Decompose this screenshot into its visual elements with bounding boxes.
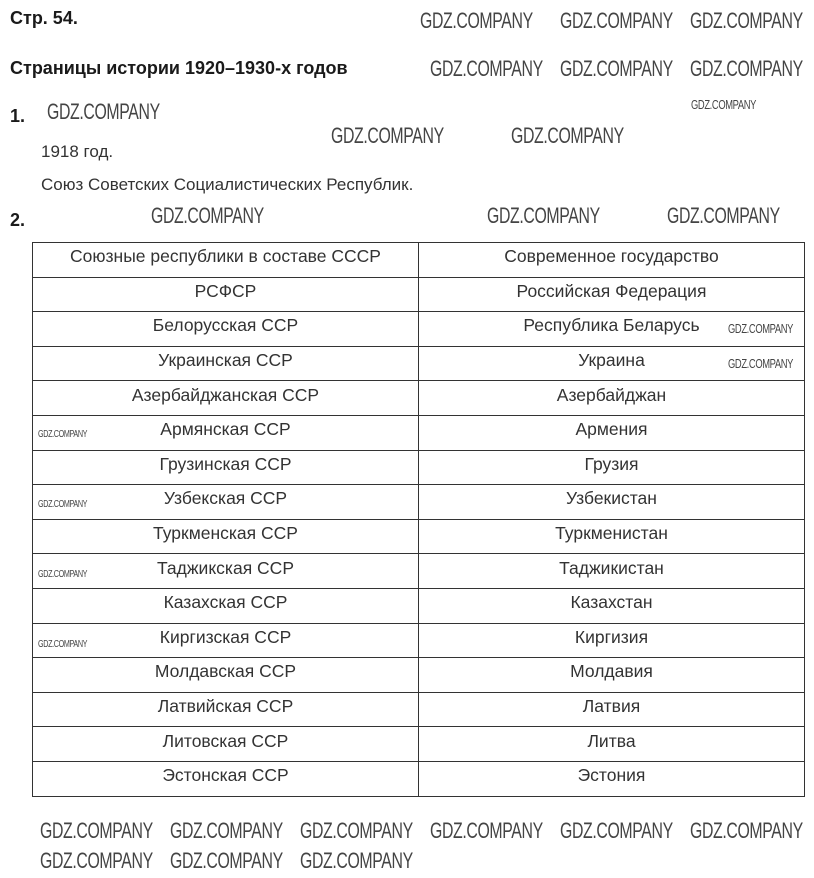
watermark: GDZ.COMPANY: [690, 8, 803, 33]
watermark: GDZ.COMPANY: [300, 818, 413, 843]
table-row: [33, 658, 805, 693]
table-row: [33, 277, 805, 312]
table-header-row: [33, 243, 805, 278]
table-row: [33, 450, 805, 485]
watermark: GDZ.COMPANY: [38, 639, 88, 650]
page-number: Стр. 54.: [10, 8, 78, 28]
republics-table: [32, 242, 805, 797]
modern-state-cell: Молдавия: [419, 658, 805, 693]
watermark: GDZ.COMPANY: [690, 56, 803, 81]
soviet-republic-cell: Украинская ССР: [33, 346, 419, 381]
soviet-republic-cell: Казахская ССР: [33, 588, 419, 623]
watermark: GDZ.COMPANY: [38, 499, 88, 510]
task-1-number: 1.: [10, 106, 26, 126]
modern-state-cell: Туркменистан: [419, 519, 805, 554]
modern-state-cell: Киргизия: [419, 623, 805, 658]
soviet-republic-cell: Таджикская ССР: [33, 554, 419, 589]
watermark: GDZ.COMPANY: [728, 356, 794, 371]
modern-state-cell: Грузия: [419, 450, 805, 485]
watermark: GDZ.COMPANY: [40, 818, 153, 843]
watermark: GDZ.COMPANY: [300, 848, 413, 873]
task-2-number: 2.: [10, 210, 26, 230]
table-row: [33, 761, 805, 796]
soviet-republic-cell: Узбекская ССР: [33, 485, 419, 520]
soviet-republic-cell: Армянская ССР: [33, 415, 419, 450]
table-row: [33, 554, 805, 589]
table-row: [33, 485, 805, 520]
watermark: GDZ.COMPANY: [560, 818, 673, 843]
watermark: GDZ.COMPANY: [38, 569, 88, 580]
watermark: GDZ.COMPANY: [691, 97, 757, 112]
table-row: [33, 623, 805, 658]
modern-state-cell: Республика Беларусь: [419, 312, 805, 347]
watermark: GDZ.COMPANY: [38, 429, 88, 440]
watermark: GDZ.COMPANY: [560, 8, 673, 33]
task-1-answer-year: 1918 год.: [41, 142, 114, 161]
soviet-republic-cell: Туркменская ССР: [33, 519, 419, 554]
watermark: GDZ.COMPANY: [430, 818, 543, 843]
header-modern-state: Современное государство: [419, 243, 805, 278]
watermark: GDZ.COMPANY: [487, 203, 600, 228]
soviet-republic-cell: Молдавская ССР: [33, 658, 419, 693]
watermark: GDZ.COMPANY: [560, 56, 673, 81]
table-row: [33, 312, 805, 347]
table-row: [33, 727, 805, 762]
soviet-republic-cell: Эстонская ССР: [33, 761, 419, 796]
soviet-republic-cell: РСФСР: [33, 277, 419, 312]
soviet-republic-cell: Киргизская ССР: [33, 623, 419, 658]
watermark: GDZ.COMPANY: [47, 99, 160, 124]
modern-state-cell: Украина: [419, 346, 805, 381]
modern-state-cell: Азербайджан: [419, 381, 805, 416]
modern-state-cell: Латвия: [419, 692, 805, 727]
table-row: [33, 415, 805, 450]
modern-state-cell: Узбекистан: [419, 485, 805, 520]
watermark: GDZ.COMPANY: [430, 56, 543, 81]
soviet-republic-cell: Азербайджанская ССР: [33, 381, 419, 416]
watermark: GDZ.COMPANY: [151, 203, 264, 228]
modern-state-cell: Таджикистан: [419, 554, 805, 589]
task-1-answer-name: Союз Советских Социалистических Республик.: [41, 175, 414, 194]
modern-state-cell: Российская Федерация: [419, 277, 805, 312]
watermark: GDZ.COMPANY: [170, 818, 283, 843]
watermark: GDZ.COMPANY: [690, 818, 803, 843]
section-title: Страницы истории 1920–1930-х годов: [10, 58, 348, 78]
watermark: GDZ.COMPANY: [331, 123, 444, 148]
modern-state-cell: Казахстан: [419, 588, 805, 623]
soviet-republic-cell: Литовская ССР: [33, 727, 419, 762]
table-row: [33, 381, 805, 416]
modern-state-cell: Эстония: [419, 761, 805, 796]
modern-state-cell: Литва: [419, 727, 805, 762]
watermark: GDZ.COMPANY: [511, 123, 624, 148]
watermark: GDZ.COMPANY: [420, 8, 533, 33]
table-row: [33, 588, 805, 623]
soviet-republic-cell: Белорусская ССР: [33, 312, 419, 347]
table-row: [33, 346, 805, 381]
watermark: GDZ.COMPANY: [40, 848, 153, 873]
table-row: [33, 692, 805, 727]
modern-state-cell: Армения: [419, 415, 805, 450]
table-row: [33, 519, 805, 554]
header-soviet-republics: Союзные республики в составе СССР: [33, 243, 419, 278]
watermark: GDZ.COMPANY: [728, 321, 794, 336]
watermark: GDZ.COMPANY: [170, 848, 283, 873]
soviet-republic-cell: Грузинская ССР: [33, 450, 419, 485]
soviet-republic-cell: Латвийская ССР: [33, 692, 419, 727]
watermark: GDZ.COMPANY: [667, 203, 780, 228]
